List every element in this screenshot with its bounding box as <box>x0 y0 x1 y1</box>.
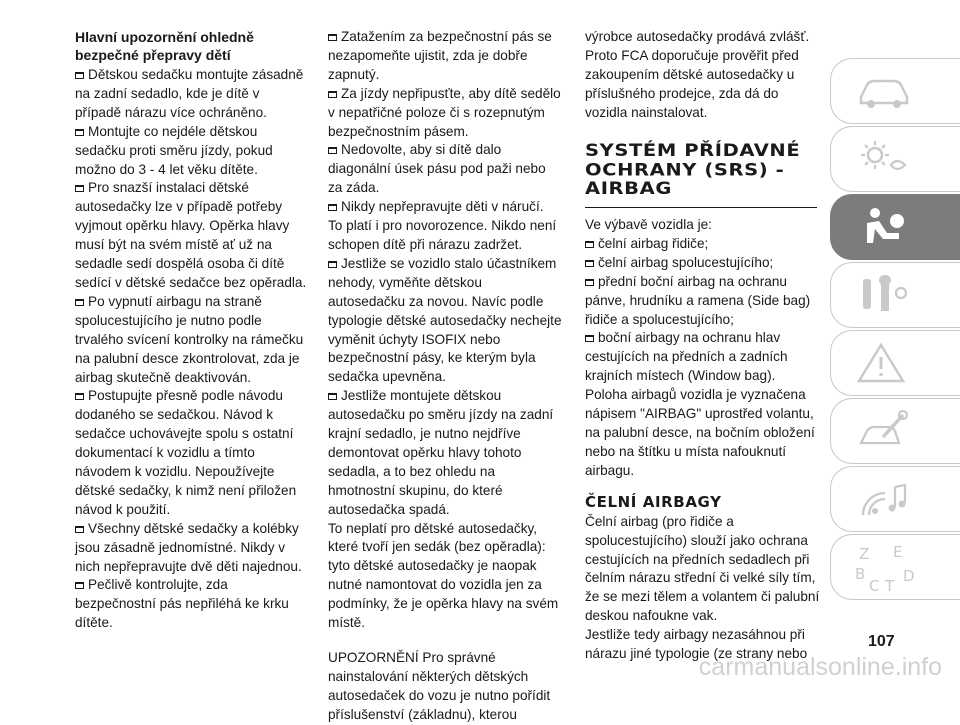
tab-safety[interactable] <box>830 194 960 260</box>
page-number: 107 <box>868 633 895 650</box>
paragraph: Poloha airbagů vozidla je vyznačena nápisem "AIRBAG" uprostřed volantu, na palubní desce, na bočním obložení nebo na štítku u místa nafouknutí airbagu. <box>585 387 815 478</box>
safety-heading: Hlavní upozornění ohledně bezpečné přepravy dětí <box>75 29 254 63</box>
column-left <box>75 28 307 633</box>
tab-maintenance[interactable] <box>830 398 960 464</box>
bullet-item: Nikdy nepřepravujte děti v náručí. <box>328 198 562 217</box>
section-title: SYSTÉM PŘÍDAVNÉ OCHRANY (SRS) - AIRBAG <box>585 139 801 198</box>
tab-dashboard-lights[interactable] <box>830 126 960 192</box>
bullet-box-icon <box>585 260 594 267</box>
bullet-item: Po vypnutí airbagu na straně spolucestujícího je nutno podle trvalého svícení kontrolky na rámečku na palubní desce zkontrolovat, zda je airbag skutečně deaktivován. <box>75 293 304 385</box>
bullet-item: Za jízdy nepřipusťte, aby dítě sedělo v nepatřičné poloze či s rozepnutým bezpečnostním pásem. <box>328 85 561 139</box>
bullet-box-icon <box>585 335 594 342</box>
bullet-item: přední boční airbag na ochranu pánve, hrudníku a ramena (Side bag) řidiče a spolucestujícího; <box>585 273 811 327</box>
tab-multimedia[interactable] <box>830 466 960 532</box>
index-letter: C <box>869 577 880 593</box>
bullet-box-icon <box>328 147 337 154</box>
bullet-box-icon <box>585 241 594 248</box>
airbag-seat-icon <box>853 203 913 251</box>
dashboard-lights-icon <box>853 135 913 183</box>
bullet-item: boční airbagy na ochranu hlav cestujících na předních a zadních krajních místech (Window bag). <box>585 330 788 384</box>
tab-index[interactable] <box>830 534 960 600</box>
paragraph: Čelní airbag (pro řidiče a spolucestujícího) slouží jako ochrana cestujících na předních sedadlech při čelním nárazu střední či velké síly tím, že se mezi tělem a volantem či palubní deskou nafoukne vak. <box>585 513 820 624</box>
satellite-music-icon <box>853 475 913 523</box>
bullet-box-icon <box>75 72 84 79</box>
bullet-box-icon <box>328 91 337 98</box>
tab-car[interactable] <box>830 58 960 124</box>
watermark: carmanualsonline.info <box>698 653 942 681</box>
column-right <box>585 28 820 664</box>
tab-keys[interactable] <box>830 262 960 328</box>
index-letter: T <box>885 577 895 593</box>
bullet-item: Dětskou sedačku montujte zásadně na zadní sedadlo, kde je dítě v případě nárazu více ochráněno. <box>75 67 304 120</box>
index-letter: B <box>855 565 866 583</box>
subsection-title: ČELNÍ AIRBAGY <box>585 492 722 511</box>
bullet-box-icon <box>328 34 337 41</box>
index-letters-icon <box>853 541 923 593</box>
section-rule <box>585 207 817 208</box>
paragraph: Ve výbavě vozidla je: <box>585 217 712 233</box>
bullet-box-icon <box>328 204 337 211</box>
bullet-item: Pečlivě kontrolujte, zda bezpečnostní pás nepřiléhá ke krku dítěte. <box>75 577 289 631</box>
bullet-box-icon <box>75 582 84 589</box>
bullet-item: Nedovolte, aby si dítě dalo diagonální úsek pásu pod paži nebo za záda. <box>328 142 546 196</box>
paragraph: To platí i pro novorozence. Nikdo není schopen dítě při nárazu zadržet. <box>328 218 557 252</box>
bullet-box-icon <box>75 129 84 136</box>
bullet-item: Montujte co nejdéle dětskou sedačku proti směru jízdy, pokud možno do 3 - 4 let věku dítěte. <box>75 123 273 177</box>
index-letter: E <box>893 543 903 561</box>
bullet-item: Jestliže montujete dětskou autosedačku po směru jízdy na zadní krajní sedadlo, je nutno nejdříve demontovat opěrku hlavy tohoto sedadla, a to bez ohledu na hmotnostní skupinu, do které autosedačka spadá. <box>328 388 554 517</box>
index-letter: Z <box>859 545 870 563</box>
tab-warning[interactable] <box>830 330 960 396</box>
paragraph: To neplatí pro dětské autosedačky, které tvoří jen sedák (bez opěradla): tyto dětské autosedačky je naopak nutné namontovat do vozidla jen za podmínky, že je opěrka hlavy na svém místě. <box>328 520 559 631</box>
car-icon <box>853 67 913 115</box>
bullet-box-icon <box>75 185 84 192</box>
bullet-item: Jestliže se vozidlo stalo účastníkem nehody, vyměňte dětskou autosedačku za novou. Navíc podle typologie dětské autosedačky nechejte vyměnit úchyty ISOFIX nebo bezpečnostní pásy, ke kterým byla sedačka upevněna. <box>328 255 562 385</box>
paragraph: výrobce autosedačky prodává zvlášť. Proto FCA doporučuje prověřit před zakoupením dětské autosedačky u příslušného prodejce, zda dá do vozidla nainstalovat. <box>585 29 810 120</box>
index-letter: D <box>903 567 915 585</box>
bullet-box-icon <box>328 261 337 268</box>
warning-paragraph: UPOZORNĚNÍ Pro správné nainstalování některých dětských autosedaček do vozu je nutno pořídit příslušenství (základnu), kterou <box>328 650 551 722</box>
bullet-item: čelní airbag řidiče; <box>585 235 820 254</box>
bullet-item: Postupujte přesně podle návodu dodaného se sedačkou. Návod k sedačce uchovávejte spolu s ostatní dokumentací k vozidlu a tímto návodem k vozidlu. Nepoužívejte dětské sedačky, k nimž není přiložen návod k použití. <box>75 388 297 517</box>
bullet-box-icon <box>75 526 84 533</box>
key-tools-icon <box>853 271 913 319</box>
bullet-item: Všechny dětské sedačky a kolébky jsou zásadně jednomístné. Nikdy v nich nepřepravujte dvě děti najednou. <box>75 520 302 574</box>
bullet-item: Pro snazší instalaci dětské autosedačky lze v případě potřeby vyjmout opěrku hlavy. Opěrka hlavy musí být na svém místě ať už na sedadle sedí dospělá osoba či dítě sedící v dětské sedačce bez opěradla. <box>75 180 307 290</box>
bullet-item: Zatažením za bezpečnostní pás se nezapomeňte ujistit, zda je dobře zapnutý. <box>328 29 552 82</box>
bullet-box-icon <box>328 393 337 400</box>
bullet-box-icon <box>585 279 594 286</box>
paragraph: Jestliže tedy airbagy nezasáhnou při nárazu jiné typologie (ze strany nebo <box>585 627 808 662</box>
column-middle <box>328 28 562 725</box>
bullet-box-icon <box>75 299 84 306</box>
wrench-car-icon <box>853 407 913 455</box>
bullet-item: čelní airbag spolucestujícího; <box>585 254 820 273</box>
warning-triangle-icon <box>853 339 913 387</box>
bullet-box-icon <box>75 393 84 400</box>
